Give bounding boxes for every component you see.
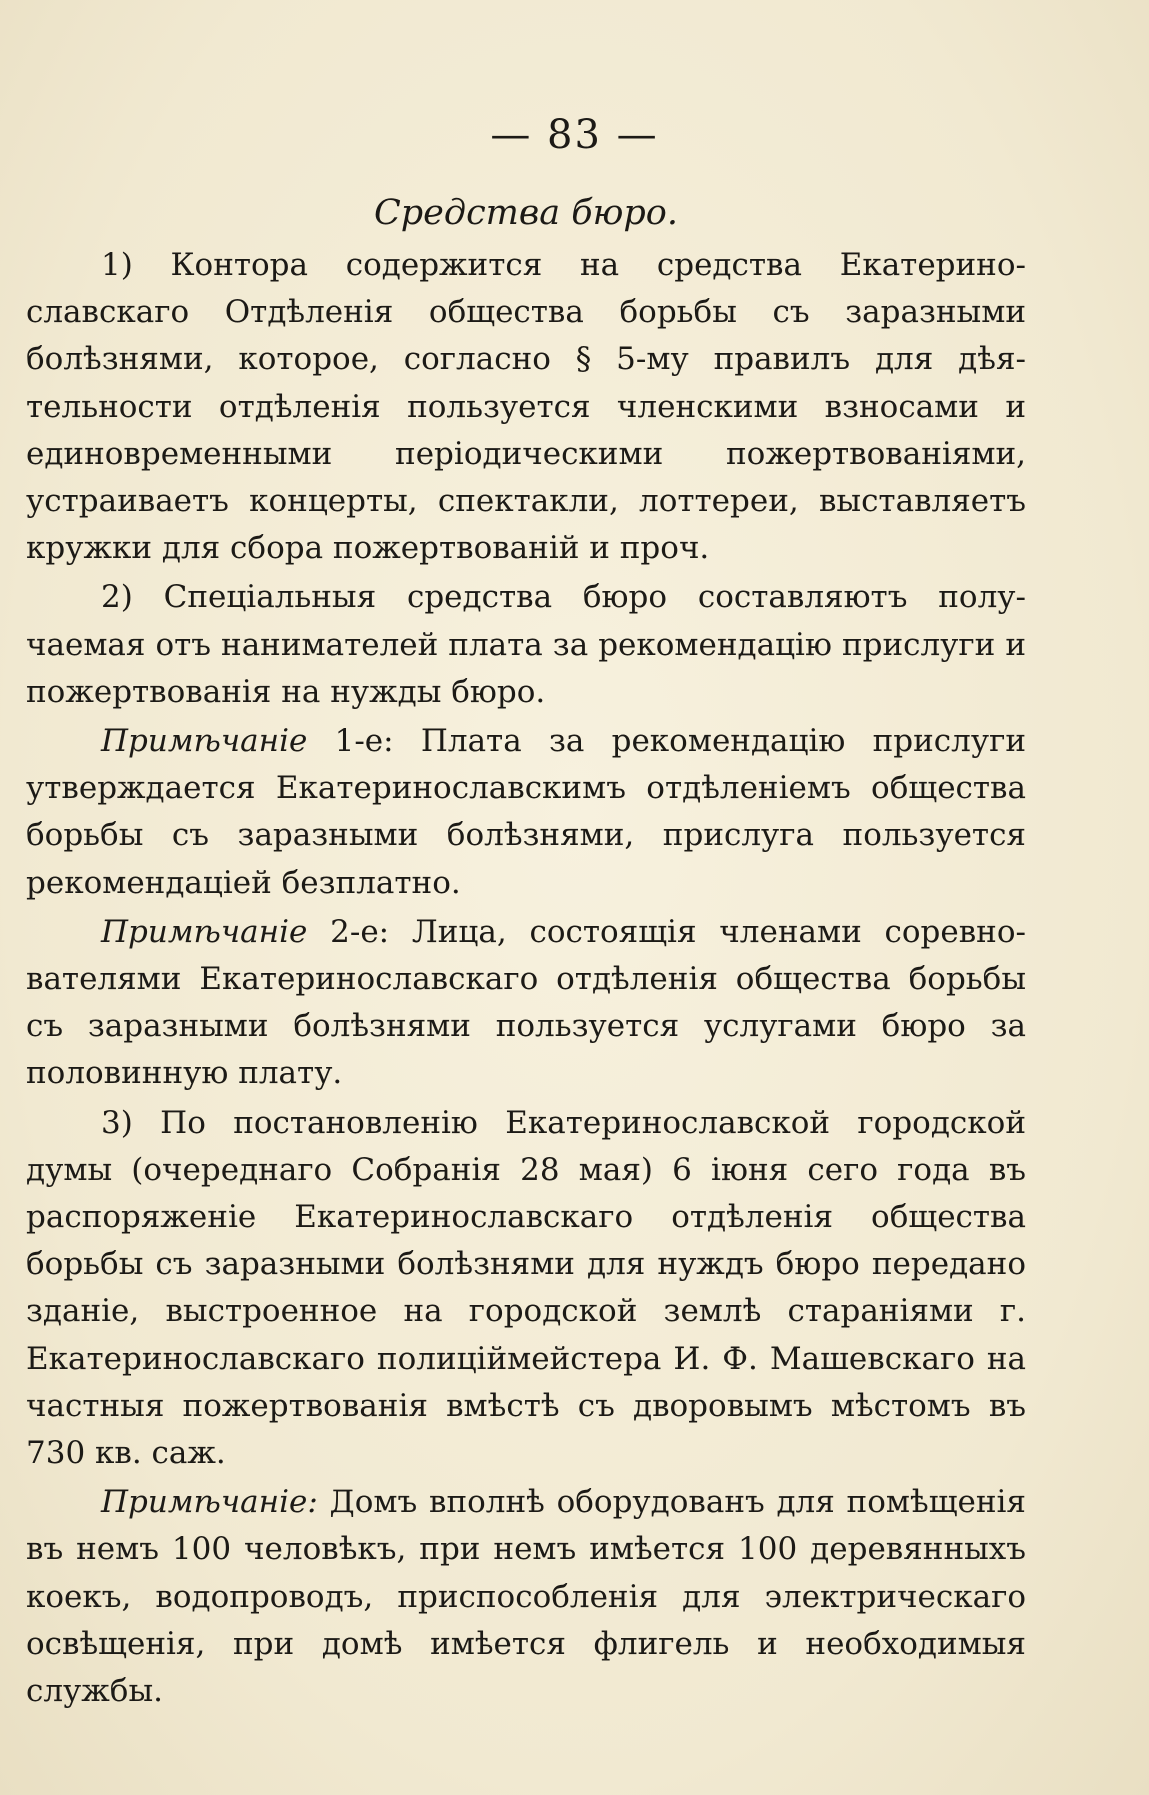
note-3 bbox=[26, 1479, 1026, 1715]
note-label: Примѣчаніе: bbox=[101, 1484, 318, 1521]
paragraph-3 bbox=[26, 1100, 1026, 1478]
paragraph-text: 2) Спеціальныя средства бюро составляютъ получаемая отъ нанимателей плата за рекомендацію прислуги и пожертвованія на нужды бюро. bbox=[26, 579, 1026, 710]
section-title: Средства бюро. bbox=[373, 193, 678, 233]
paragraph-text: 3) По постановленію Екатеринославской городской думы (очереднаго Собранія 28 мая) 6 іюня сего года въ распоряженіе Екатеринославскаго отдѣленія общества борьбы съ заразными болѣзнями для нуждъ бюро передано зданіе, выстроенное на городской землѣ стараніями г. Екатеринославскаго полицiймейстера И. Ф. Машевскаго на частныя пожертвованія вмѣстѣ съ дворовымъ мѣстомъ въ 730 кв. саж. bbox=[26, 1104, 1026, 1472]
paragraph-1 bbox=[26, 242, 1026, 572]
note-label: Примѣчаніе bbox=[101, 723, 308, 760]
note-1 bbox=[26, 718, 1026, 907]
page-number: — 83 — bbox=[490, 112, 659, 158]
paragraph-text: 1) Контора содержится на средства Екатеринославскаго Отдѣленія общества борьбы съ заразными болѣзнями, которое, согласно § 5-му правилъ для дѣятельности отдѣленія пользуется членскими взносами и единовременными періодическими пожертвованіями, устраиваетъ концерты, спектакли, лоттереи, выставляетъ кружки для сбора пожертвованій и проч. bbox=[26, 247, 1026, 567]
note-label: Примѣчаніе bbox=[101, 913, 308, 950]
note-text: Домъ вполнѣ оборудованъ для помѣщенія въ немъ 100 человѣкъ, при немъ имѣется 100 деревянныхъ коекъ, водопроводъ, приспособленія для электрическаго освѣщенія, при домѣ имѣется флигель и необходимыя службы. bbox=[26, 1484, 1026, 1710]
note-2 bbox=[26, 909, 1026, 1098]
paragraph-2 bbox=[26, 574, 1026, 716]
note-text: 1-е: Плата за рекомендацію прислуги утверждается Екатеринославскимъ отдѣленіемъ общества борьбы съ заразными болѣзнями, прислуга пользуется рекомендаціей безплатно. bbox=[26, 723, 1026, 901]
text-block bbox=[26, 188, 1026, 1717]
note-text: 2-е: Лица, состоящія членами соревнователями Екатеринославскаго отдѣленія общества борьбы съ заразными болѣзнями пользуется услугами бюро за половинную плату. bbox=[26, 913, 1026, 1092]
